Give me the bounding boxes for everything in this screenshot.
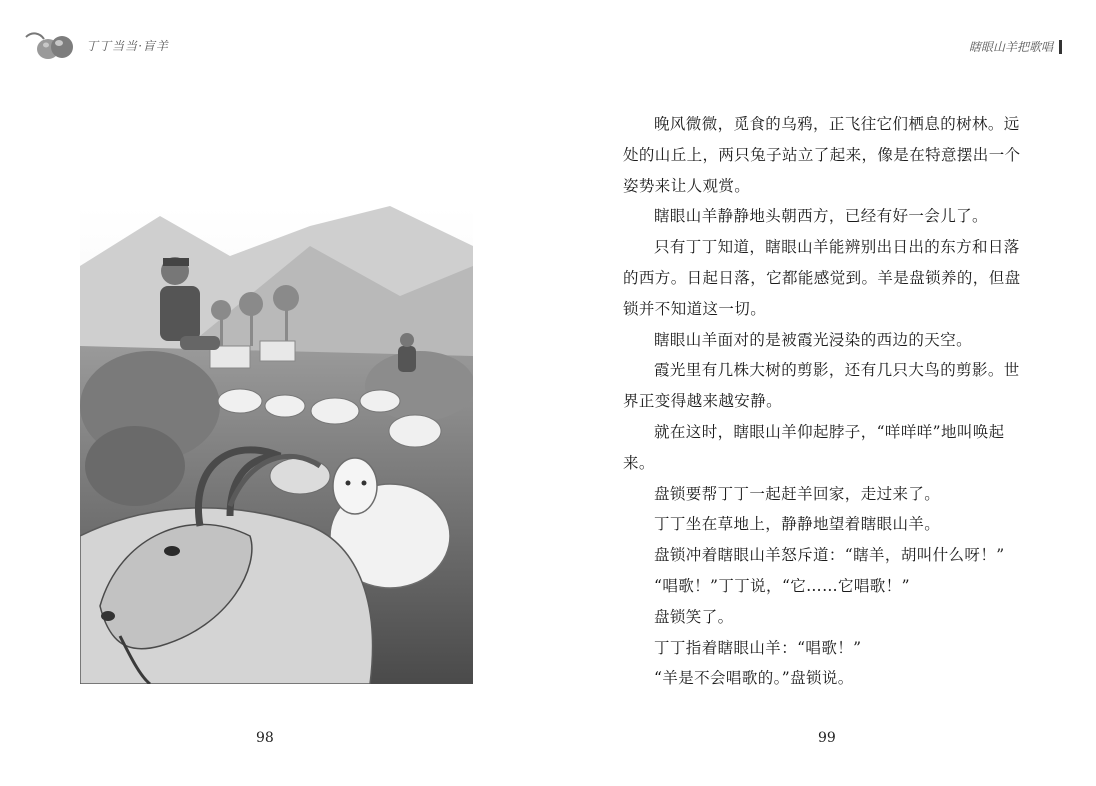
- page-number-left: 98: [256, 730, 274, 746]
- page-number-right: 99: [818, 730, 836, 746]
- chapter-marker: [1059, 40, 1062, 54]
- right-page: [548, 0, 1096, 786]
- paragraph: 晚风微微，觅食的乌鸦，正飞往它们栖息的树林。远处的山丘上，两只兔子站立了起来，像是在特意摆出一个姿势来让人观赏。: [623, 115, 1021, 195]
- paragraph: 就在这时，瞎眼山羊仰起脖子，“咩咩咩”地叫唤起来。: [623, 422, 1005, 472]
- body-text: [623, 109, 1023, 694]
- paragraph: 瞎眼山羊面对的是被霞光浸染的西边的天空。: [654, 330, 973, 349]
- chapter-title: 瞎眼山羊把歌唱: [968, 40, 1053, 54]
- gourd-logo-icon: [24, 29, 80, 61]
- paragraph: “唱歌！”丁丁说，“它……它唱歌！”: [654, 576, 910, 595]
- paragraph: “羊是不会唱歌的。”盘锁说。: [654, 669, 854, 688]
- series-header: [24, 28, 169, 62]
- paragraph: 丁丁指着瞎眼山羊：“唱歌！”: [654, 638, 862, 657]
- chapter-header: [969, 38, 1062, 55]
- paragraph: 只有丁丁知道，瞎眼山羊能辨别出日出的东方和日落的西方。日起日落，它都能感觉到。羊是盘锁养的，但盘锁并不知道这一切。: [623, 238, 1021, 318]
- series-title: 丁丁当当·盲羊: [86, 38, 169, 53]
- paragraph: 霞光里有几株大树的剪影，还有几只大鸟的剪影。世界正变得越来越安静。: [623, 361, 1020, 411]
- goat-meadow-illustration: [80, 206, 473, 684]
- paragraph: 盘锁笑了。: [654, 607, 734, 626]
- paragraph: 盘锁要帮丁丁一起赶羊回家，走过来了。: [654, 484, 941, 503]
- paragraph: 瞎眼山羊静静地头朝西方，已经有好一会儿了。: [654, 207, 988, 226]
- paragraph: 丁丁坐在草地上，静静地望着瞎眼山羊。: [654, 515, 941, 534]
- paragraph: 盘锁冲着瞎眼山羊怒斥道：“瞎羊，胡叫什么呀！”: [654, 546, 1005, 565]
